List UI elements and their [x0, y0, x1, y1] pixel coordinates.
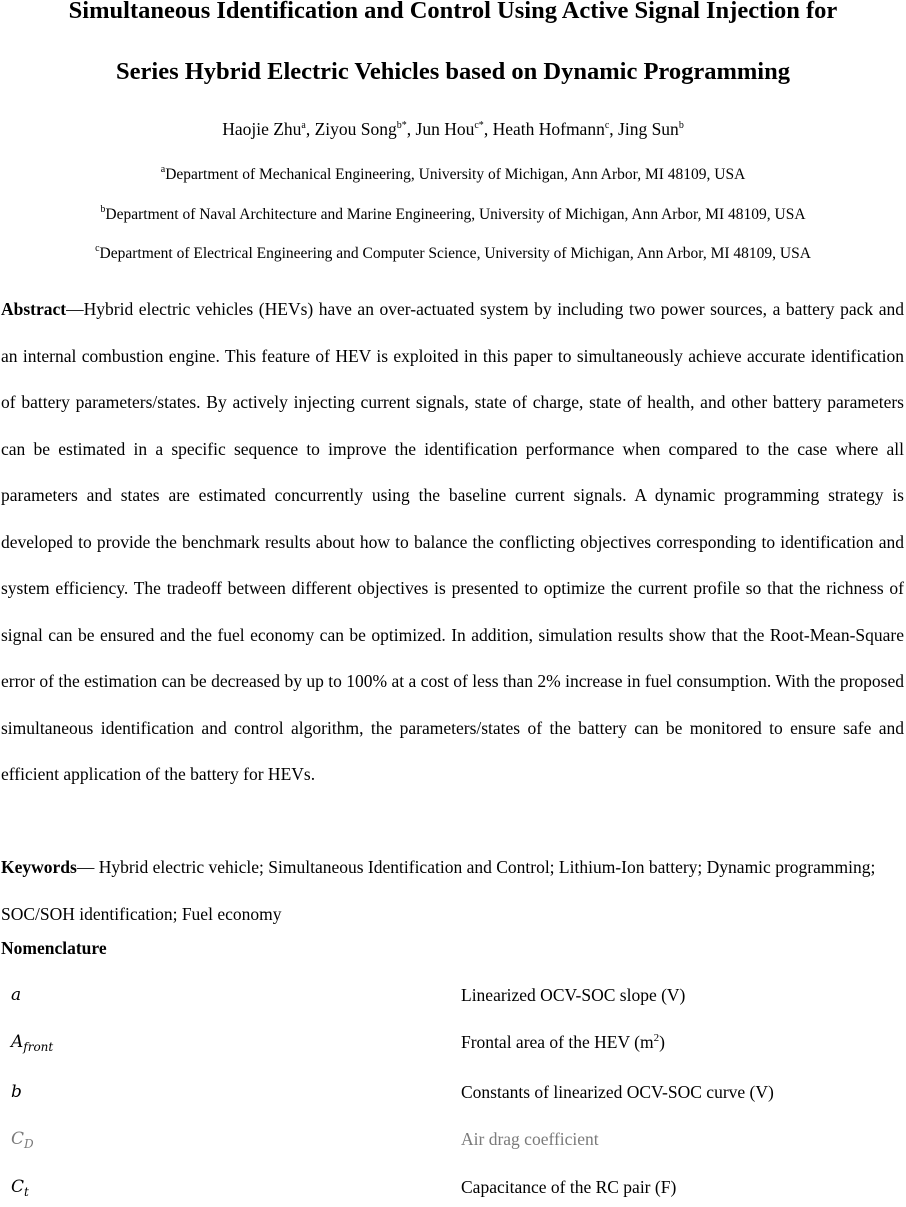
- abstract-body: —Hybrid electric vehicles (HEVs) have an over-actuated system by including two power sources, a battery pack and an internal combustion engine. This feature of HEV is exploited in this paper to simultaneously achieve accurate identification of battery parameters/states. By actively injecting current signals, state of charge, state of health, and other battery parameters can be estimated in a specific sequence to improve the identification performance when compared to the case where all parameters and states are estimated concurrently using the baseline current signals. A dynamic programming strategy is developed to provide the benchmark results about how to balance the conflicting objectives corresponding to identification and system efficiency. The tradeoff between different objectives is presented to optimize the current profile so that the richness of signal can be ensured and the fuel economy can be optimized. In addition, simulation results show that the Root-Mean-Square error of the estimation can be decreased by up to 100% at a cost of less than 2% increase in fuel consumption. With the proposed simultaneous identification and control algorithm, the parameters/states of the battery can be monitored to ensure safe and efficient application of the battery for HEVs.: [1, 299, 904, 784]
- nomenclature-symbol: $C_t$: [11, 1177, 29, 1199]
- affiliation-a: $^a$Department of Mechanical Engineering, University of Michigan, Ann Arbor, MI 48109, USA: [160, 164, 746, 183]
- nomenclature-symbol: a: [11, 985, 22, 1005]
- nomenclature-row: [0, 1082, 906, 1112]
- nomenclature-row: [0, 1177, 906, 1207]
- nomenclature-row: [0, 1129, 906, 1159]
- keywords-label: Keywords: [1, 857, 77, 877]
- author-name: Ziyou Song: [314, 119, 397, 139]
- author-name: Heath Hofmann: [492, 119, 605, 139]
- nomenclature-row: [0, 1032, 906, 1062]
- author-affiliation-mark: b: [678, 120, 684, 131]
- nomenclature-description: Linearized OCV-SOC slope (V): [461, 985, 686, 1005]
- nomenclature-description: Constants of linearized OCV-SOC curve (V): [461, 1082, 774, 1102]
- nomenclature-symbol: b: [11, 1082, 22, 1102]
- author-list: Haojie Zhu$^a$, Ziyou Song$^{b*}$, Jun Hou$^{c*}$, Heath Hofmann$^c$, Jing Sun$^b$: [222, 119, 684, 139]
- author-affiliation-mark: b*: [396, 120, 407, 131]
- nomenclature-description: Frontal area of the HEV $(m^2)$: [461, 1032, 665, 1052]
- nomenclature-description: Capacitance of the RC pair (F): [461, 1177, 677, 1197]
- abstract-paragraph: [1, 286, 904, 798]
- nomenclature-symbol: $C_D$: [11, 1129, 34, 1151]
- author-affiliation-mark: c*: [474, 120, 484, 131]
- paper-title-line-1: Simultaneous Identification and Control Using Active Signal Injection for: [68, 0, 838, 24]
- author-name: Haojie Zhu: [222, 119, 302, 139]
- author-affiliation-mark: a: [301, 120, 306, 131]
- paper-title-line-2: Series Hybrid Electric Vehicles based on Dynamic Programming: [116, 58, 790, 85]
- affiliation-b: $^b$Department of Naval Architecture and Marine Engineering, University of Michigan, Ann Arbor, MI 48109, USA: [100, 204, 806, 223]
- affiliation-c: $^c$Department of Electrical Engineering and Computer Science, University of Michigan, Ann Arbor, MI 48109, USA: [95, 243, 811, 262]
- author-affiliation-mark: c: [604, 120, 610, 131]
- keywords-paragraph: [1, 844, 904, 937]
- author-name: Jing Sun: [618, 119, 679, 139]
- nomenclature-heading: Nomenclature: [1, 938, 107, 958]
- nomenclature-row: [0, 985, 906, 1015]
- author-name: Jun Hou: [415, 119, 475, 139]
- nomenclature-description: Air drag coefficient: [461, 1129, 599, 1149]
- keywords-body: — Hybrid electric vehicle; Simultaneous Identification and Control; Lithium-Ion battery; Dynamic programming; SOC/SOH identification; Fuel economy: [1, 857, 876, 924]
- abstract-label: Abstract: [1, 299, 67, 319]
- nomenclature-symbol: $A_{front}$: [11, 1032, 54, 1054]
